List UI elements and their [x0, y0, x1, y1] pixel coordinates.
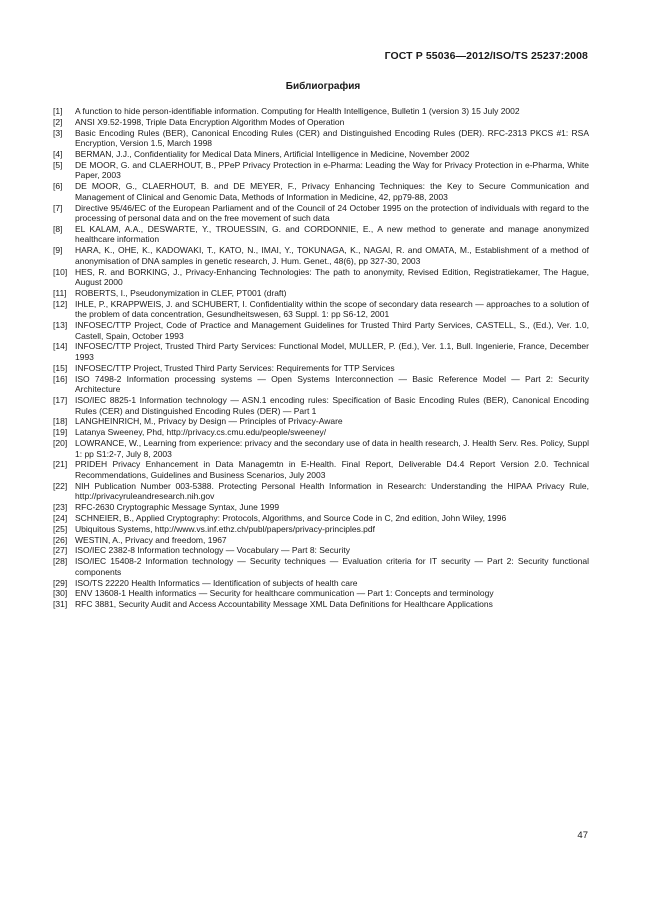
ref-number: [11]: [53, 287, 67, 298]
bibliography-item: [53, 203, 589, 224]
bibliography-item: [53, 578, 589, 589]
ref-text: SCHNEIER, B., Applied Cryptography: Protocols, Algorithms, and Source Code in C, 2nd edition, John Wiley, 1996: [75, 512, 507, 523]
ref-number: [6]: [53, 181, 63, 192]
ref-text: HES, R. and BORKING, J., Privacy-Enhancing Technologies: The path to anonymity, Revised Edition, Registratiekamer, The Hague, August 2000: [75, 266, 589, 288]
ref-number: [19]: [53, 427, 68, 438]
ref-number: [8]: [53, 223, 63, 234]
ref-number: [3]: [53, 127, 63, 138]
bibliography-item: [53, 117, 589, 128]
bibliography-item: [53, 599, 589, 610]
ref-text: Basic Encoding Rules (BER), Canonical Encoding Rules (CER) and Distinguished Encoding Rules (DER). RFC-2313 PKCS #1: RSA Encryption, Version 1.5, March 1998: [75, 127, 589, 149]
ref-text: ENV 13608-1 Health informatics — Security for healthcare communication — Part 1: Concepts and terminology: [75, 588, 494, 599]
ref-text: DE MOOR, G. and CLAERHOUT, B., PPeP Privacy Protection in e-Pharma: Leading the Way for Privacy Protection in e-Pharma, White Paper, 2003: [75, 159, 589, 181]
ref-number: [10]: [53, 266, 68, 277]
ref-text: EL KALAM, A.A., DESWARTE, Y., TROUESSIN, G. and CORDONNIE, E., A new method to generate and manage anonymized healthcare information: [75, 223, 589, 245]
ref-number: [5]: [53, 159, 63, 170]
ref-number: [22]: [53, 480, 68, 491]
ref-text: PRIDEH Privacy Enhancement in Data Managemtn in E-Health. Final Report, Deliverable D4.4 Report Version 2.0. Technical Recommendations, Guidelines and Business Scenarios, July 2003: [75, 459, 589, 480]
bibliography-item: [53, 416, 589, 427]
ref-number: [14]: [53, 341, 68, 352]
bibliography-item: [53, 341, 589, 362]
ref-text: WESTIN, A., Privacy and freedom, 1967: [75, 534, 227, 545]
ref-number: [18]: [53, 416, 68, 427]
ref-text: BERMAN, J.J., Confidentiality for Medical Data Miners, Artificial Intelligence in Medicine, November 2002: [75, 149, 470, 160]
page-number: 47: [577, 830, 588, 841]
bibliography-item: [53, 438, 589, 459]
bibliography-list: [53, 106, 589, 610]
bibliography-item: [53, 513, 589, 524]
ref-number: [13]: [53, 320, 68, 331]
ref-number: [29]: [53, 577, 68, 588]
ref-text: ISO/IEC 8825-1 Information technology — ASN.1 encoding rules: Specification of Basic Encoding Rules (BER), Canonical Encoding Rules (CER) and Distinguished Encoding Rules (DER) — Part 1: [75, 395, 589, 416]
bibliography-item: [53, 128, 589, 149]
ref-number: [23]: [53, 502, 68, 513]
bibliography-item: [53, 524, 589, 535]
ref-number: [15]: [53, 362, 68, 373]
ref-text: ISO/TS 22220 Health Informatics — Identification of subjects of health care: [75, 577, 358, 588]
ref-number: [2]: [53, 116, 63, 127]
bibliography-item: [53, 106, 589, 117]
ref-number: [16]: [53, 373, 68, 384]
bibliography-item: [53, 181, 589, 202]
bibliography-item: [53, 320, 589, 341]
bibliography-item: [53, 299, 589, 320]
ref-text: ROBERTS, I., Pseudonymization in CLEF, PT001 (draft): [75, 287, 287, 298]
ref-number: [7]: [53, 202, 63, 213]
ref-text: INFOSEC/TTP Project, Code of Practice and Management Guidelines for Trusted Third Party Services, CASTELL, S., (Ed.), Ver. 1.0, Castell, Spain, October 1993: [75, 320, 589, 341]
bibliography-item: [53, 224, 589, 245]
ref-text: A function to hide person-identifiable information. Computing for Health Intelligence, Bulletin 1 (version 3) 15 July 2002: [75, 106, 520, 116]
bibliography-item: [53, 427, 589, 438]
ref-text: DE MOOR, G., CLAERHOUT, B. and DE MEYER, F., Privacy Enhancing Techniques: the Key to Secure Communication and Management of Clinical and Genomic Data, Methods of Information in Medicine, 42, pp79-88, 2003: [75, 181, 589, 202]
ref-number: [9]: [53, 245, 63, 256]
bibliography-item: [53, 374, 589, 395]
bibliography-item: [53, 481, 589, 502]
ref-number: [25]: [53, 523, 68, 534]
bibliography-item: [53, 160, 589, 181]
ref-number: [26]: [53, 534, 68, 545]
ref-number: [24]: [53, 512, 68, 523]
ref-number: [21]: [53, 459, 68, 470]
ref-text: LOWRANCE, W., Learning from experience: privacy and the secondary use of data in health research, J. Health Serv. Res. Policy, Suppl 1: pp S1:2-7, July 8, 2003: [75, 438, 589, 459]
bibliography-item: [53, 149, 589, 160]
ref-number: [20]: [53, 438, 68, 449]
ref-number: [30]: [53, 588, 68, 599]
ref-number: [12]: [53, 298, 68, 309]
ref-text: ANSI X9.52-1998, Triple Data Encryption Algorithm Modes of Operation: [75, 116, 345, 127]
ref-text: ISO/IEC 15408-2 Information technology — Security techniques — Evaluation criteria for IT security — Part 2: Security functional components: [75, 556, 589, 577]
bibliography-item: [53, 267, 589, 288]
bibliography-item: [53, 588, 589, 599]
ref-text: ISO 7498-2 Information processing systems — Open Systems Interconnection — Basic Reference Model — Part 2: Security Architecture: [75, 373, 589, 395]
ref-text: INFOSEC/TTP Project, Trusted Third Party Services: Requirements for TTP Services: [75, 362, 395, 373]
bibliography-item: [53, 556, 589, 577]
bibliography-item: [53, 502, 589, 513]
bibliography-item: [53, 245, 589, 266]
ref-text: Directive 95/46/EC of the European Parliament and of the Council of 24 October 1995 on the protection of individuals with regard to the processing of personal data and on the free movement of such data: [75, 202, 589, 224]
ref-number: [31]: [53, 599, 68, 610]
ref-text: LANGHEINRICH, M., Privacy by Design — Principles of Privacy-Aware: [75, 416, 343, 427]
bibliography-item: [53, 395, 589, 416]
document-header: ГОСТ Р 55036—2012/ISO/TS 25237:2008: [384, 50, 588, 62]
ref-text: IHLE, P., KRAPPWEIS, J. and SCHUBERT, I. Confidentiality within the scope of secondary data research — approaches to a solution of the problem of data concentration, Gesundheitswesen, 63 Suppl. 1: pp S6-12, 2001: [75, 298, 589, 320]
ref-text: Ubiquitous Systems, http://www.vs.inf.ethz.ch/publ/papers/privacy-principles.pdf: [75, 523, 375, 534]
ref-number: [27]: [53, 545, 68, 556]
ref-number: [28]: [53, 556, 68, 567]
ref-number: [1]: [53, 106, 63, 116]
ref-text: NIH Publication Number 003-5388. Protecting Personal Health Information in Research: Understanding the HIPAA Privacy Rule, http://privacyruleandresearch.nih.gov: [75, 480, 589, 502]
ref-text: Latanya Sweeney, Phd, http://privacy.cs.cmu.edu/people/sweeney/: [75, 427, 327, 438]
bibliography-item: [53, 363, 589, 374]
bibliography-item: [53, 535, 589, 546]
ref-text: HARA, K., OHE, K., KADOWAKI, T., KATO, N., IMAI, Y., TOKUNAGA, K., NAGAI, R. and OMATA, M., Establishment of a method of anonymisation of DNA samples in genetic research, J. Hum. Genet., 48(6), pp 327-30, 2003: [75, 245, 589, 266]
ref-text: INFOSEC/TTP Project, Trusted Third Party Services: Functional Model, MULLER, P. (Ed.), Ver. 1.1, Bull. Ingenierie, France, December 1993: [75, 341, 589, 362]
ref-text: ISO/IEC 2382-8 Information technology — Vocabulary — Part 8: Security: [75, 545, 350, 556]
bibliography-item: [53, 545, 589, 556]
page-title: Библиография: [285, 81, 361, 92]
ref-number: [4]: [53, 149, 63, 160]
bibliography-item: [53, 288, 589, 299]
ref-text: RFC-2630 Cryptographic Message Syntax, June 1999: [75, 502, 280, 513]
ref-text: RFC 3881, Security Audit and Access Accountability Message XML Data Definitions for Healthcare Applications: [75, 599, 493, 610]
bibliography-item: [53, 459, 589, 480]
ref-number: [17]: [53, 395, 68, 405]
